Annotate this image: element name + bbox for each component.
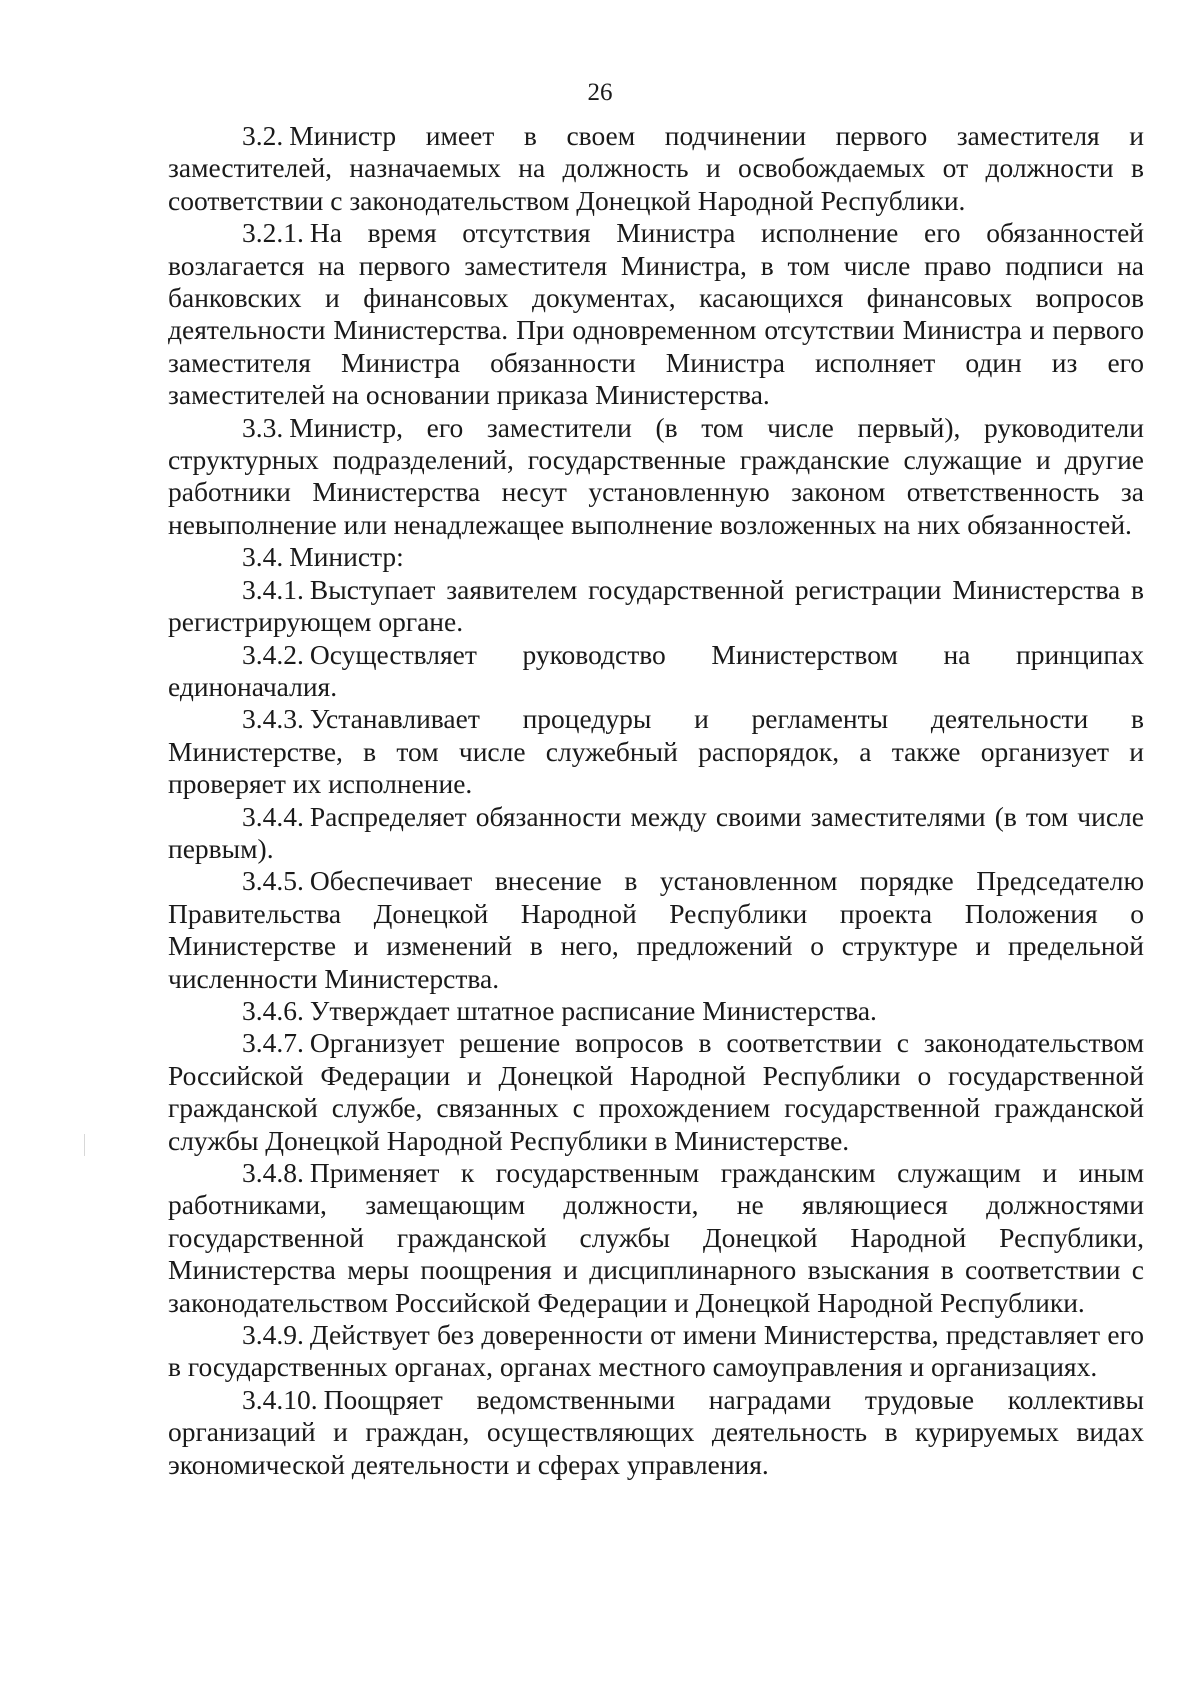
paragraph-text: Распределяет обязанности между своими заместителями (в том числе первым). — [168, 800, 1144, 864]
paragraph-text: Устанавливает процедуры и регламенты деятельности в Министерстве, в том числе служебный распорядок, а также организует и проверяет их исполнение. — [168, 703, 1144, 800]
paragraph-number: 3.4. — [242, 541, 284, 573]
paragraph-3-2 — [168, 120, 1144, 217]
paragraph-number: 3.4.5. — [242, 865, 304, 897]
paragraph-3-4-7 — [168, 1027, 1144, 1157]
paragraph-number: 3.4.10. — [242, 1383, 318, 1415]
paragraph-3-4-8 — [168, 1157, 1144, 1319]
paragraph-number: 3.2. — [242, 120, 284, 151]
paragraph-3-4-5 — [168, 865, 1144, 995]
paragraph-3-3 — [168, 412, 1144, 542]
paragraph-number: 3.4.9. — [242, 1319, 304, 1351]
page-number: 26 — [587, 79, 613, 106]
paragraph-text: Действует без доверенности от имени Министерства, представляет его в государственных органах, органах местного самоуправления и организациях. — [168, 1319, 1144, 1383]
paragraph-3-2-1 — [168, 217, 1144, 411]
paragraph-3-4-10 — [168, 1384, 1144, 1481]
paragraph-text: Выступает заявителем государственной регистрации Министерства в регистрирующем органе. — [168, 573, 1144, 638]
paragraph-number: 3.4.8. — [242, 1157, 304, 1188]
paragraph-number: 3.4.3. — [242, 703, 304, 735]
paragraph-3-4-1 — [168, 574, 1144, 639]
paragraph-number: 3.2.1. — [242, 217, 304, 249]
paragraph-number: 3.4.6. — [242, 994, 304, 1026]
paragraph-number: 3.4.7. — [242, 1027, 304, 1059]
paragraph-number: 3.4.1. — [242, 573, 304, 605]
paragraph-text: Поощряет ведомственными наградами трудовые коллективы организаций и граждан, осуществляющих деятельность в курируемых видах экономической деятельности и сферах управления. — [168, 1383, 1144, 1480]
paragraph-3-4-9 — [168, 1319, 1144, 1384]
paragraph-text: Обеспечивает внесение в установленном порядке Председателю Правительства Донецкой Народной Республики проекта Положения о Министерстве и изменений в него, предложений о структуре и предельной численности Министерства. — [168, 865, 1144, 994]
paragraph-text: Утверждает штатное расписание Министерства. — [309, 994, 877, 1026]
paragraph-number: 3.4.2. — [242, 638, 304, 670]
document-body — [168, 120, 1144, 1481]
paragraph-3-4 — [168, 541, 1144, 573]
paragraph-text: Осуществляет руководство Министерством на принципах единоначалия. — [168, 638, 1144, 702]
paragraph-text: Министр имеет в своем подчинении первого заместителя и заместителей, назначаемых на должность и освобождаемых от должности в соответствии с законодательством Донецкой Народной Республики. — [168, 120, 1144, 216]
paragraph-3-4-4 — [168, 801, 1144, 866]
paragraph-text: Организует решение вопросов в соответствии с законодательством Российской Федерации и Донецкой Народной Республики о государственной гражданской службе, связанных с прохождением государственной гражданской службы Донецкой Народной Республики в Министерстве. — [168, 1027, 1144, 1156]
paragraph-3-4-6 — [168, 995, 1144, 1027]
paragraph-number: 3.4.4. — [242, 800, 304, 832]
scan-margin-mark — [84, 1134, 85, 1156]
paragraph-text: Министр, его заместители (в том числе первый), руководители структурных подразделений, государственные гражданские служащие и другие работники Министерства несут установленную законом ответственность за невыполнение или ненадлежащее выполнение возложенных на них обязанностей. — [168, 411, 1144, 540]
paragraph-text: На время отсутствия Министра исполнение его обязанностей возлагается на первого заместителя Министра, в том числе право подписи на банковских и финансовых документах, касающихся финансовых вопросов деятельности Министерства. При одновременном отсутствии Министра и первого заместителя Министра обязанности Министра исполняет один из его заместителей на основании приказа Министерства. — [168, 217, 1144, 411]
paragraph-number: 3.3. — [242, 411, 284, 443]
paragraph-3-4-3 — [168, 703, 1144, 800]
paragraph-text: Применяет к государственным гражданским служащим и иным работниками, замещающим должности, не являющиеся должностями государственной гражданской службы Донецкой Народной Республики, Министерства меры поощрения и дисциплинарного взыскания в соответствии с законодательством Российской Федерации и Донецкой Народной Республики. — [168, 1157, 1144, 1318]
paragraph-3-4-2 — [168, 639, 1144, 704]
paragraph-text: Министр: — [289, 541, 404, 573]
